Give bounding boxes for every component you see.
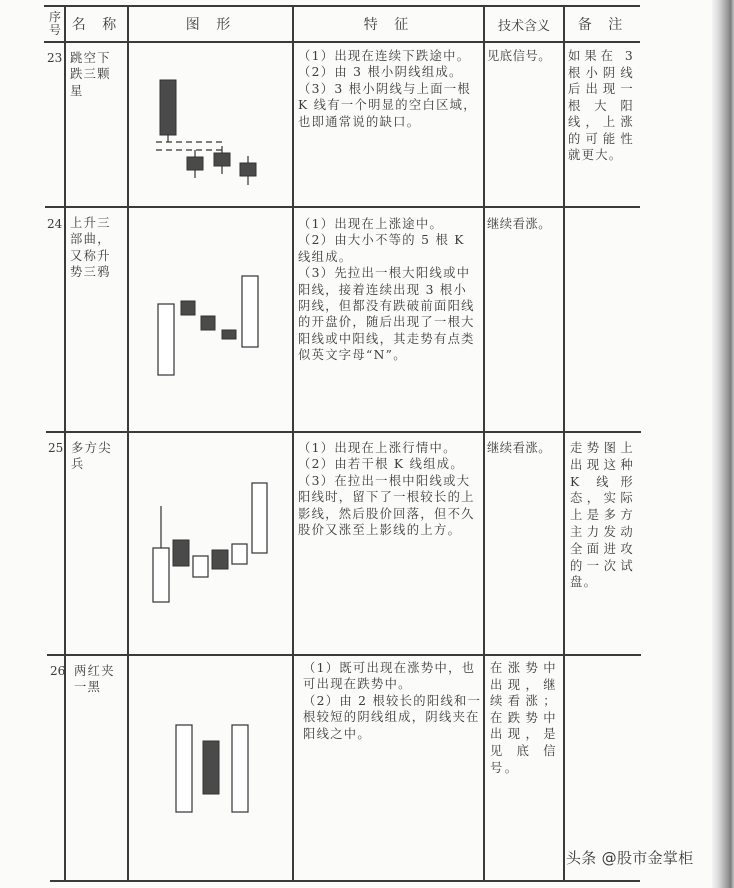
feature-item: （1）出现在上涨行情中。 xyxy=(298,441,457,455)
header-name: 名 称 xyxy=(71,17,123,33)
feature-item: （1）既可出现在涨势中，也可出现在跌势中。 xyxy=(303,661,476,692)
row-index: 25 xyxy=(48,441,64,455)
feature-item: （3）3 根小阴线与上面一根 K 线有一个明显的空白区域，也即通常说的缺口。 xyxy=(298,81,477,129)
candlestick-chart-icon xyxy=(0,0,300,880)
header-figure-label: 图 形 xyxy=(185,17,237,33)
column-divider xyxy=(563,5,565,881)
pattern-remarks: 走势图上出现这种 K 线形态，实际上是多方主力发动全面进攻的一次试盘。 xyxy=(570,441,634,590)
pattern-features xyxy=(303,660,483,742)
pattern-features xyxy=(298,440,480,538)
feature-item: （1）出现在上涨途中。 xyxy=(298,217,444,231)
technical-meaning: 继续看涨。 xyxy=(487,441,551,455)
pattern-remarks: 如果在 3 根小阴线后出现一根大阳线，上涨的可能性就更大。 xyxy=(568,49,634,162)
pattern-features xyxy=(298,216,480,364)
header-remarks: 备 注 xyxy=(577,17,629,33)
row-index: 24 xyxy=(47,217,63,231)
feature-item: （1）出现在连续下跌途中。 xyxy=(298,49,471,63)
header-index-label: 序号 xyxy=(48,10,61,37)
technical-meaning: 在涨势中出现，继续看涨；在跌势中出现，是见底信号。 xyxy=(490,661,558,775)
feature-item: （2）由 2 根较长的阳线和一根较短的阴线组成，阴线夹在阳线之中。 xyxy=(303,693,482,741)
feature-item: （3）先拉出一根大阳线或中阳线，接着连续出现 3 根小阴线，但都没有跌破前面阳线的开盘价，随后出现了一根大阳线或中阳线，其走势有点类似英文字母“N”。 xyxy=(298,266,475,363)
pattern-name: 上升三部曲，又称升势三鸦 xyxy=(70,216,111,280)
table-bottom-rule xyxy=(50,880,640,882)
feature-item: （2）由大小不等的 5 根 K 线组成。 xyxy=(298,233,465,264)
feature-item: （2）由若干根 K 线组成。 xyxy=(298,457,464,472)
candlestick-figure-two-bulls-one-bear xyxy=(0,0,300,880)
row-index: 23 xyxy=(47,51,63,65)
technical-meaning: 见底信号。 xyxy=(487,49,551,63)
header-features: 特 征 xyxy=(363,17,415,33)
pattern-name: 两红夹一黑 xyxy=(74,664,115,695)
feature-item: （2）由 3 根小阴线组成。 xyxy=(298,65,463,80)
pattern-features xyxy=(298,48,480,130)
pattern-name: 多方尖兵 xyxy=(71,441,112,472)
row-index: 26 xyxy=(50,664,66,678)
feature-item: （3）在拉出一根中阳线或大阳线时，留下了一根较长的上影线，然后股价回落，但不久股价又涨至上影线的上方。 xyxy=(298,473,475,538)
column-divider xyxy=(483,5,485,881)
technical-meaning: 继续看涨。 xyxy=(487,217,551,231)
watermark-text: 头条 @股市金掌柜 xyxy=(566,849,694,867)
header-meaning: 技术含义 xyxy=(497,19,550,34)
page-binding-shadow xyxy=(712,0,734,888)
pattern-name: 跳空下跌三颗星 xyxy=(70,51,111,98)
